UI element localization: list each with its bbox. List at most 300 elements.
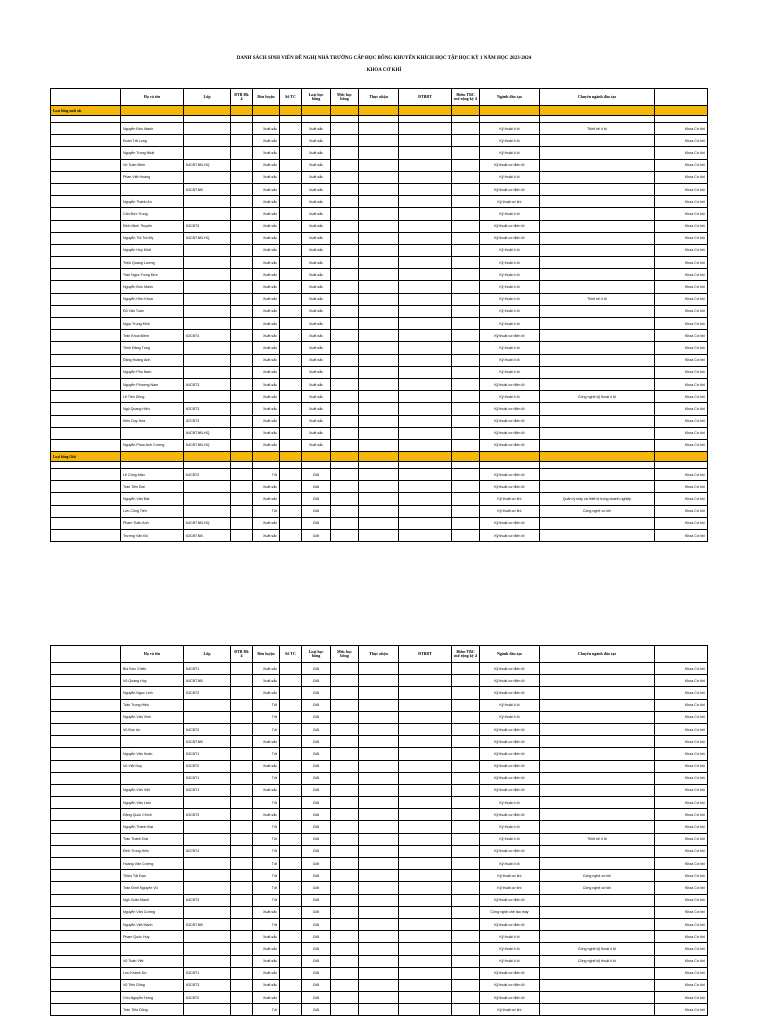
class-cell: 64CBT.NB-HQ — [184, 439, 231, 451]
extended-gpa-cell — [452, 481, 480, 493]
extended-gpa-cell — [452, 687, 480, 699]
stt-cell — [51, 870, 121, 882]
class-cell — [184, 208, 231, 220]
avg-cell — [399, 663, 452, 675]
conduct-cell: Tốt — [253, 894, 280, 906]
credits-cell — [280, 675, 302, 687]
table-row — [51, 918, 708, 930]
student-name-cell: Cấn Đức Trung — [121, 208, 184, 220]
avg-cell — [399, 481, 452, 493]
empty-cell — [51, 462, 121, 469]
avg-cell — [399, 183, 452, 195]
faculty-cell: Khoa Cơ khí — [655, 427, 708, 439]
column-header: Điểm TBC mở rộng kỳ 4 — [452, 646, 480, 663]
credits-cell — [280, 530, 302, 542]
faculty-cell: Khoa Cơ khí — [655, 244, 708, 256]
conduct-cell: Tốt — [253, 797, 280, 809]
avg-cell — [399, 305, 452, 317]
table-row — [51, 481, 708, 493]
avg-cell — [399, 723, 452, 735]
received-cell — [359, 882, 399, 894]
student-name-cell: Lê Tiến Dũng — [121, 391, 184, 403]
conduct-cell: Xuất sắc — [253, 220, 280, 232]
scholarship-type-cell: Xuất sắc — [302, 196, 331, 208]
avg-cell — [399, 675, 452, 687]
stt-cell — [51, 257, 121, 269]
credits-cell — [280, 955, 302, 967]
major-cell: Kỹ thuật cơ điện tử — [480, 663, 540, 675]
table-row — [51, 354, 708, 366]
class-cell: 63CBT.NB — [184, 736, 231, 748]
conduct-cell: Xuất sắc — [253, 257, 280, 269]
scholarship-type-cell: Giỏi — [302, 699, 331, 711]
major-cell: Kỹ thuật cơ điện tử — [480, 469, 540, 481]
stt-cell — [51, 736, 121, 748]
stt-cell — [51, 196, 121, 208]
amount-cell — [331, 469, 359, 481]
major-cell: Kỹ thuật cơ điện tử — [480, 439, 540, 451]
conduct-cell: Xuất sắc — [253, 391, 280, 403]
class-cell — [184, 699, 231, 711]
stt-cell — [51, 699, 121, 711]
major-cell: Kỹ thuật cơ điện tử — [480, 232, 540, 244]
table-row — [51, 257, 708, 269]
conduct-cell: Tốt — [253, 918, 280, 930]
stt-cell — [51, 439, 121, 451]
received-cell — [359, 378, 399, 390]
amount-cell — [331, 784, 359, 796]
amount-cell — [331, 427, 359, 439]
empty-cell — [280, 462, 302, 469]
class-cell — [184, 147, 231, 159]
scholarship-type-cell: Giỏi — [302, 992, 331, 1004]
received-cell — [359, 493, 399, 505]
scholarship-type-cell: Giỏi — [302, 870, 331, 882]
empty-cell — [184, 116, 231, 123]
table-row — [51, 391, 708, 403]
extended-gpa-cell — [452, 833, 480, 845]
class-cell: 63CBT2 — [184, 760, 231, 772]
credits-cell — [280, 784, 302, 796]
avg-cell — [399, 687, 452, 699]
credits-cell — [280, 723, 302, 735]
category-fill — [359, 452, 399, 462]
major-cell: Kỹ thuật ô tô — [480, 318, 540, 330]
received-cell — [359, 699, 399, 711]
received-cell — [359, 415, 399, 427]
conduct-cell: Xuất sắc — [253, 760, 280, 772]
category-fill — [302, 452, 331, 462]
scholarship-type-cell: Giỏi — [302, 760, 331, 772]
major-cell: Kỹ thuật ô tô — [480, 711, 540, 723]
amount-cell — [331, 736, 359, 748]
major-cell: Kỹ thuật cơ điện tử — [480, 159, 540, 171]
gpa-cell — [231, 870, 253, 882]
amount-cell — [331, 979, 359, 991]
received-cell — [359, 354, 399, 366]
amount-cell — [331, 330, 359, 342]
specialization-cell — [540, 366, 655, 378]
credits-cell — [280, 171, 302, 183]
stt-cell — [51, 123, 121, 135]
scholarship-type-cell: Giỏi — [302, 493, 331, 505]
major-cell: Kỹ thuật ô tô — [480, 269, 540, 281]
table-row — [51, 1004, 708, 1016]
scholarship-type-cell: Giỏi — [302, 1004, 331, 1016]
received-cell — [359, 894, 399, 906]
gpa-cell — [231, 711, 253, 723]
gpa-cell — [231, 882, 253, 894]
category-fill — [280, 452, 302, 462]
received-cell — [359, 797, 399, 809]
specialization-cell: Công nghệ cơ khí — [540, 505, 655, 517]
faculty-cell: Khoa Cơ khí — [655, 305, 708, 317]
received-cell — [359, 979, 399, 991]
table-row — [51, 269, 708, 281]
major-cell: Kỹ thuật ô tô — [480, 354, 540, 366]
avg-cell — [399, 232, 452, 244]
stt-cell — [51, 894, 121, 906]
scholarship-type-cell: Giỏi — [302, 736, 331, 748]
avg-cell — [399, 1004, 452, 1016]
specialization-cell — [540, 135, 655, 147]
received-cell — [359, 784, 399, 796]
stt-cell — [51, 918, 121, 930]
conduct-cell: Xuất sắc — [253, 196, 280, 208]
received-cell — [359, 772, 399, 784]
specialization-cell — [540, 687, 655, 699]
major-cell: Kỹ thuật ô tô — [480, 342, 540, 354]
major-cell: Kỹ thuật ô tô — [480, 293, 540, 305]
extended-gpa-cell — [452, 366, 480, 378]
class-cell: 63CBT1 — [184, 967, 231, 979]
received-cell — [359, 918, 399, 930]
scholarship-type-cell: Giỏi — [302, 858, 331, 870]
column-header: Mức học bổng — [331, 646, 359, 663]
category-fill — [359, 106, 399, 116]
class-cell — [184, 833, 231, 845]
received-cell — [359, 232, 399, 244]
amount-cell — [331, 220, 359, 232]
stt-cell — [51, 663, 121, 675]
credits-cell — [280, 517, 302, 529]
extended-gpa-cell — [452, 403, 480, 415]
specialization-cell: Công nghệ kỹ thuật ô tô — [540, 391, 655, 403]
major-cell: Kỹ thuật ô tô — [480, 833, 540, 845]
credits-cell — [280, 196, 302, 208]
gpa-cell — [231, 845, 253, 857]
amount-cell — [331, 1004, 359, 1016]
amount-cell — [331, 232, 359, 244]
credits-cell — [280, 967, 302, 979]
amount-cell — [331, 257, 359, 269]
avg-cell — [399, 208, 452, 220]
received-cell — [359, 687, 399, 699]
stt-cell — [51, 992, 121, 1004]
conduct-cell: Xuất sắc — [253, 736, 280, 748]
empty-cell — [540, 462, 655, 469]
stt-cell — [51, 244, 121, 256]
major-cell: Kỹ thuật cơ khí — [480, 505, 540, 517]
faculty-cell: Khoa Cơ khí — [655, 354, 708, 366]
category-fill — [480, 106, 540, 116]
scholarship-type-cell: Giỏi — [302, 918, 331, 930]
avg-cell — [399, 894, 452, 906]
conduct-cell: Tốt — [253, 469, 280, 481]
received-cell — [359, 955, 399, 967]
avg-cell — [399, 918, 452, 930]
avg-cell — [399, 955, 452, 967]
category-fill — [184, 452, 231, 462]
document-title: DANH SÁCH SINH VIÊN ĐỀ NGHỊ NHÀ TRƯỜNG CẤP HỌC BỔNG KHUYẾN KHÍCH HỌC TẬP HỌC KỲ 1 NĂM HỌC 2023-2024 — [236, 56, 532, 61]
stt-cell — [51, 784, 121, 796]
conduct-cell: Xuất sắc — [253, 687, 280, 699]
amount-cell — [331, 845, 359, 857]
avg-cell — [399, 354, 452, 366]
extended-gpa-cell — [452, 354, 480, 366]
major-cell: Kỹ thuật ô tô — [480, 257, 540, 269]
amount-cell — [331, 415, 359, 427]
received-cell — [359, 723, 399, 735]
class-cell — [184, 858, 231, 870]
faculty-cell: Khoa Cơ khí — [655, 894, 708, 906]
specialization-cell — [540, 232, 655, 244]
scholarship-type-cell: Xuất sắc — [302, 147, 331, 159]
credits-cell — [280, 882, 302, 894]
scholarship-type-cell: Giỏi — [302, 675, 331, 687]
class-cell — [184, 354, 231, 366]
table-row — [51, 772, 708, 784]
empty-cell — [253, 462, 280, 469]
table-row — [51, 493, 708, 505]
avg-cell — [399, 870, 452, 882]
gpa-cell — [231, 330, 253, 342]
column-header: Ngành đào tạo — [480, 646, 540, 663]
class-cell: 63CBT2 — [184, 992, 231, 1004]
amount-cell — [331, 931, 359, 943]
column-header: Thực nhận — [359, 89, 399, 106]
major-cell: Kỹ thuật cơ điện tử — [480, 918, 540, 930]
gpa-cell — [231, 220, 253, 232]
amount-cell — [331, 305, 359, 317]
gpa-cell — [231, 135, 253, 147]
class-cell — [184, 318, 231, 330]
stt-cell — [51, 505, 121, 517]
major-cell: Kỹ thuật ô tô — [480, 171, 540, 183]
class-cell — [184, 1004, 231, 1016]
major-cell: Công nghệ chế tạo máy — [480, 906, 540, 918]
scholarship-type-cell: Giỏi — [302, 882, 331, 894]
avg-cell — [399, 493, 452, 505]
received-cell — [359, 821, 399, 833]
received-cell — [359, 505, 399, 517]
scholarship-type-cell: Xuất sắc — [302, 427, 331, 439]
student-name-cell: Bùi Đức Chiến — [121, 663, 184, 675]
table-row — [51, 821, 708, 833]
amount-cell — [331, 378, 359, 390]
category-fill — [302, 106, 331, 116]
student-name-cell: Nguyễn Viết Mạnh — [121, 918, 184, 930]
stt-cell — [51, 517, 121, 529]
avg-cell — [399, 530, 452, 542]
class-cell — [184, 305, 231, 317]
avg-cell — [399, 992, 452, 1004]
extended-gpa-cell — [452, 772, 480, 784]
table-row — [51, 675, 708, 687]
credits-cell — [280, 906, 302, 918]
scholarship-type-cell: Xuất sắc — [302, 269, 331, 281]
student-name-cell: Nguyễn Văn Cường — [121, 906, 184, 918]
category-fill — [655, 452, 708, 462]
class-cell: 64CBT2 — [184, 723, 231, 735]
major-cell: Kỹ thuật cơ điện tử — [480, 894, 540, 906]
faculty-cell: Khoa Cơ khí — [655, 517, 708, 529]
class-cell: 63CBT.NB — [184, 183, 231, 195]
table-row — [51, 208, 708, 220]
category-fill — [121, 452, 184, 462]
credits-cell — [280, 760, 302, 772]
specialization-cell — [540, 918, 655, 930]
column-header: Thực nhận — [359, 646, 399, 663]
avg-cell — [399, 196, 452, 208]
table-row — [51, 427, 708, 439]
credits-cell — [280, 992, 302, 1004]
gpa-cell — [231, 1004, 253, 1016]
conduct-cell: Tốt — [253, 882, 280, 894]
table-row — [51, 870, 708, 882]
specialization-cell — [540, 663, 655, 675]
faculty-cell: Khoa Cơ khí — [655, 723, 708, 735]
gpa-cell — [231, 403, 253, 415]
specialization-cell — [540, 809, 655, 821]
amount-cell — [331, 493, 359, 505]
credits-cell — [280, 469, 302, 481]
specialization-cell — [540, 208, 655, 220]
amount-cell — [331, 244, 359, 256]
scholarship-type-cell: Xuất sắc — [302, 281, 331, 293]
conduct-cell: Xuất sắc — [253, 318, 280, 330]
class-cell: 63CBT1 — [184, 772, 231, 784]
student-name-cell: Chu Nguyễn Hưng — [121, 992, 184, 1004]
gpa-cell — [231, 979, 253, 991]
gpa-cell — [231, 318, 253, 330]
class-cell — [184, 293, 231, 305]
scholarship-type-cell: Giỏi — [302, 894, 331, 906]
stt-cell — [51, 797, 121, 809]
empty-cell — [121, 116, 184, 123]
student-name-cell: Vũ Việt Duy — [121, 760, 184, 772]
extended-gpa-cell — [452, 378, 480, 390]
stt-cell — [51, 493, 121, 505]
gpa-cell — [231, 736, 253, 748]
extended-gpa-cell — [452, 196, 480, 208]
amount-cell — [331, 675, 359, 687]
specialization-cell: Thiết kế ô tô — [540, 833, 655, 845]
credits-cell — [280, 821, 302, 833]
table-row — [51, 931, 708, 943]
specialization-cell — [540, 378, 655, 390]
amount-cell — [331, 530, 359, 542]
scholarship-table-page-1 — [50, 88, 708, 542]
student-name-cell: Ngô Xuân Mạnh — [121, 894, 184, 906]
specialization-cell — [540, 171, 655, 183]
stt-cell — [51, 469, 121, 481]
stt-cell — [51, 391, 121, 403]
conduct-cell: Xuất sắc — [253, 159, 280, 171]
specialization-cell — [540, 760, 655, 772]
major-cell: Kỹ thuật cơ điện tử — [480, 378, 540, 390]
received-cell — [359, 439, 399, 451]
category-fill — [121, 106, 184, 116]
credits-cell — [280, 342, 302, 354]
major-cell: Kỹ thuật ô tô — [480, 135, 540, 147]
faculty-cell: Khoa Cơ khí — [655, 675, 708, 687]
conduct-cell: Xuất sắc — [253, 208, 280, 220]
faculty-cell: Khoa Cơ khí — [655, 342, 708, 354]
received-cell — [359, 318, 399, 330]
scholarship-type-cell: Giỏi — [302, 821, 331, 833]
major-cell: Kỹ thuật cơ điện tử — [480, 809, 540, 821]
empty-cell — [302, 462, 331, 469]
conduct-cell: Xuất sắc — [253, 427, 280, 439]
stt-cell — [51, 955, 121, 967]
scholarship-type-cell: Xuất sắc — [302, 354, 331, 366]
specialization-cell — [540, 439, 655, 451]
received-cell — [359, 330, 399, 342]
table-row — [51, 760, 708, 772]
stt-cell — [51, 943, 121, 955]
scholarship-type-cell: Xuất sắc — [302, 439, 331, 451]
conduct-cell: Xuất sắc — [253, 415, 280, 427]
faculty-cell: Khoa Cơ khí — [655, 772, 708, 784]
scholarship-type-cell: Giỏi — [302, 833, 331, 845]
class-cell: 64CBT.NB-HQ — [184, 232, 231, 244]
faculty-cell: Khoa Cơ khí — [655, 943, 708, 955]
stt-cell — [51, 906, 121, 918]
gpa-cell — [231, 305, 253, 317]
stt-cell — [51, 979, 121, 991]
extended-gpa-cell — [452, 760, 480, 772]
credits-cell — [280, 894, 302, 906]
extended-gpa-cell — [452, 1004, 480, 1016]
amount-cell — [331, 699, 359, 711]
avg-cell — [399, 517, 452, 529]
faculty-cell: Khoa Cơ khí — [655, 760, 708, 772]
gpa-cell — [231, 281, 253, 293]
student-name-cell: Nguyễn Phan Anh Cường — [121, 439, 184, 451]
extended-gpa-cell — [452, 147, 480, 159]
conduct-cell: Tốt — [253, 505, 280, 517]
avg-cell — [399, 135, 452, 147]
avg-cell — [399, 403, 452, 415]
faculty-cell: Khoa Cơ khí — [655, 391, 708, 403]
major-cell: Kỹ thuật ô tô — [480, 955, 540, 967]
received-cell — [359, 870, 399, 882]
extended-gpa-cell — [452, 135, 480, 147]
class-cell: 63CBT.NB — [184, 530, 231, 542]
student-name-cell: Nguyễn Văn Đạt — [121, 493, 184, 505]
scholarship-type-cell: Giỏi — [302, 505, 331, 517]
received-cell — [359, 675, 399, 687]
stt-cell — [51, 760, 121, 772]
conduct-cell: Xuất sắc — [253, 967, 280, 979]
conduct-cell: Xuất sắc — [253, 232, 280, 244]
major-cell: Kỹ thuật cơ khí — [480, 882, 540, 894]
scholarship-type-cell: Xuất sắc — [302, 135, 331, 147]
table-row — [51, 232, 708, 244]
extended-gpa-cell — [452, 675, 480, 687]
specialization-cell — [540, 675, 655, 687]
